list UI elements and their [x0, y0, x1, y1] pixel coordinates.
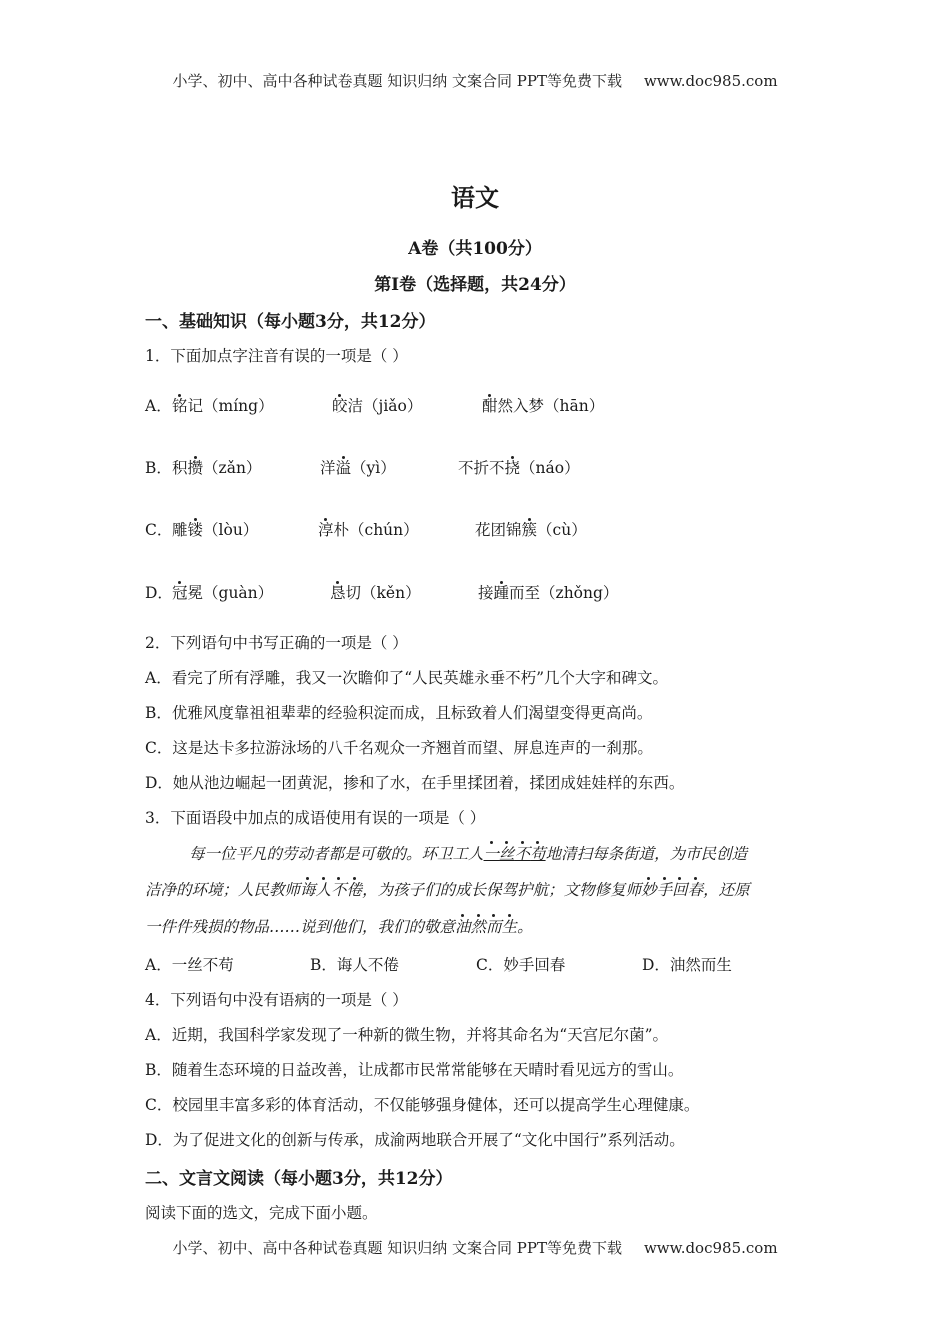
idiom-yisibugou: 一丝不苟: [483, 845, 546, 863]
footer-text: 小学、初中、高中各种试卷真题 知识归纳 文案合同 PPT等免费下载: [172, 1239, 622, 1257]
dotted-char: 簇: [521, 521, 538, 539]
passage-text: 洁净的环境；人民教师: [145, 881, 301, 899]
q1-label-c: C．: [145, 521, 173, 539]
q1-label-d: D．: [145, 584, 173, 602]
q1-a-item-2: [332, 394, 422, 416]
dotted-char: 皎: [332, 397, 348, 415]
dotted-char: 淳: [318, 521, 334, 539]
page-footer: [0, 1237, 950, 1258]
item-rest: 记（míng）: [187, 397, 274, 415]
volume-a-heading: A卷（共100分）: [408, 239, 542, 259]
idiom-huirenbujuan: 诲人不倦: [300, 881, 363, 899]
q1-c-item-1: [172, 518, 258, 540]
item-pre: 雕: [172, 521, 188, 539]
q1-b-item-1: [172, 456, 261, 478]
section2-heading: 二、文言文阅读（每小题3分，共12分）: [145, 1169, 453, 1189]
q2-option-a: A．看完了所有浮雕，我又一次瞻仰了“人民英雄永垂不朽”几个大字和碑文。: [145, 669, 669, 687]
q4-option-d: D．为了促进文化的创新与传承，成渝两地联合开展了“文化中国行”系列活动。: [145, 1131, 685, 1149]
reading-intro: 阅读下面的选文，完成下面小题。: [145, 1204, 378, 1222]
item-pre: 花团锦: [475, 521, 522, 539]
q4-stem: 4．下列语句中没有语病的一项是（ ）: [145, 991, 408, 1009]
q1-d-item-2: [330, 581, 421, 603]
q1-b-item-2: [320, 456, 396, 478]
item-pre: 洋: [320, 459, 336, 477]
q3-stem: 3．下面语段中加点的成语使用有误的一项是（ ）: [145, 809, 486, 827]
dotted-char: 冠: [172, 584, 188, 602]
q4-option-c: C．校园里丰富多彩的体育活动，不仅能够强身健体，还可以提高学生心理健康。: [145, 1096, 700, 1114]
q3-option-b: B．诲人不倦: [310, 956, 399, 974]
item-rest: 然入梦（hān）: [497, 397, 605, 415]
q2-option-d: D．她从池边崛起一团黄泥，掺和了水，在手里揉团着，揉团成娃娃样的东西。: [145, 774, 685, 792]
q1-a-item-1: [172, 394, 274, 416]
q1-d-item-3: [478, 581, 618, 603]
q2-stem: 2．下列语句中书写正确的一项是（ ）: [145, 634, 408, 652]
q3-passage-line-2: [145, 878, 805, 900]
item-rest: 切（kěn）: [345, 584, 421, 602]
q3-passage-line-1: [145, 842, 805, 864]
item-rest: （yì）: [351, 459, 396, 477]
q1-c-item-2: [318, 518, 419, 540]
footer-url[interactable]: www.doc985.com: [643, 1239, 778, 1257]
item-rest: （náo）: [520, 459, 580, 477]
header-url[interactable]: www.doc985.com: [643, 72, 778, 90]
item-pre: 不折不: [458, 459, 505, 477]
q3-option-a: A．一丝不苟: [145, 956, 234, 974]
dotted-char: 铭: [172, 397, 188, 415]
passage-text: 一件件残损的物品……说到他们，我们的敬意: [145, 918, 456, 936]
item-rest: （cù）: [537, 521, 587, 539]
page-title: 语文: [451, 183, 499, 212]
passage-text: ，还原: [703, 881, 750, 899]
dotted-char: 踵: [493, 584, 510, 602]
dotted-char: 攒: [187, 459, 204, 477]
header-text: 小学、初中、高中各种试卷真题 知识归纳 文案合同 PPT等免费下载: [172, 72, 622, 90]
q4-option-a: A．近期，我国科学家发现了一种新的微生物，并将其命名为“天宫尼尔菌”。: [145, 1026, 669, 1044]
item-rest: 洁（jiǎo）: [347, 397, 423, 415]
idiom-youranersheng: 油然而生: [455, 918, 518, 936]
q1-b-item-3: [458, 456, 580, 478]
item-rest: （zǎn）: [203, 459, 262, 477]
q1-c-item-3: [475, 518, 587, 540]
item-pre: 积: [172, 459, 188, 477]
part1-heading: 第Ⅰ卷（选择题，共24分）: [374, 275, 576, 295]
dotted-char: 镂: [187, 521, 204, 539]
dotted-char: 挠: [504, 459, 521, 477]
q2-option-c: C．这是达卡多拉游泳场的八千名观众一齐翘首而望、屏息连声的一刹那。: [145, 739, 653, 757]
item-rest: （lòu）: [203, 521, 259, 539]
section1-heading: 一、基础知识（每小题3分，共12分）: [145, 312, 436, 332]
q1-a-item-3: [482, 394, 604, 416]
item-pre: 接: [478, 584, 494, 602]
q1-label-b: B．: [145, 459, 172, 477]
dotted-char: 酣: [482, 397, 498, 415]
passage-text: 。: [517, 918, 533, 936]
item-rest: 冕（guàn）: [187, 584, 274, 602]
q2-option-b: B．优雅风度靠祖祖辈辈的经验积淀而成，且标致着人们渴望变得更高尚。: [145, 704, 653, 722]
dotted-char: 溢: [335, 459, 352, 477]
page-header: [0, 70, 950, 91]
idiom-miaoshouhuichun: 妙手回春: [641, 881, 704, 899]
q1-stem: 1．下面加点字注音有误的一项是（ ）: [145, 347, 408, 365]
passage-text: ，为孩子们的成长保驾护航；文物修复师: [362, 881, 642, 899]
passage-text: 地清扫每条街道，为市民创造: [545, 845, 748, 863]
item-rest: 而至（zhǒng）: [509, 584, 619, 602]
q3-option-c: C．妙手回春: [476, 956, 566, 974]
q3-option-d: D．油然而生: [642, 956, 732, 974]
dotted-char: 恳: [330, 584, 346, 602]
item-rest: 朴（chún）: [333, 521, 419, 539]
q1-d-item-1: [172, 581, 273, 603]
q4-option-b: B．随着生态环境的日益改善，让成都市民常常能够在天晴时看见远方的雪山。: [145, 1061, 684, 1079]
q3-passage-line-3: [145, 915, 805, 937]
passage-text: 每一位平凡的劳动者都是可敬的。环卫工人: [189, 845, 484, 863]
q1-label-a: A．: [145, 397, 172, 415]
